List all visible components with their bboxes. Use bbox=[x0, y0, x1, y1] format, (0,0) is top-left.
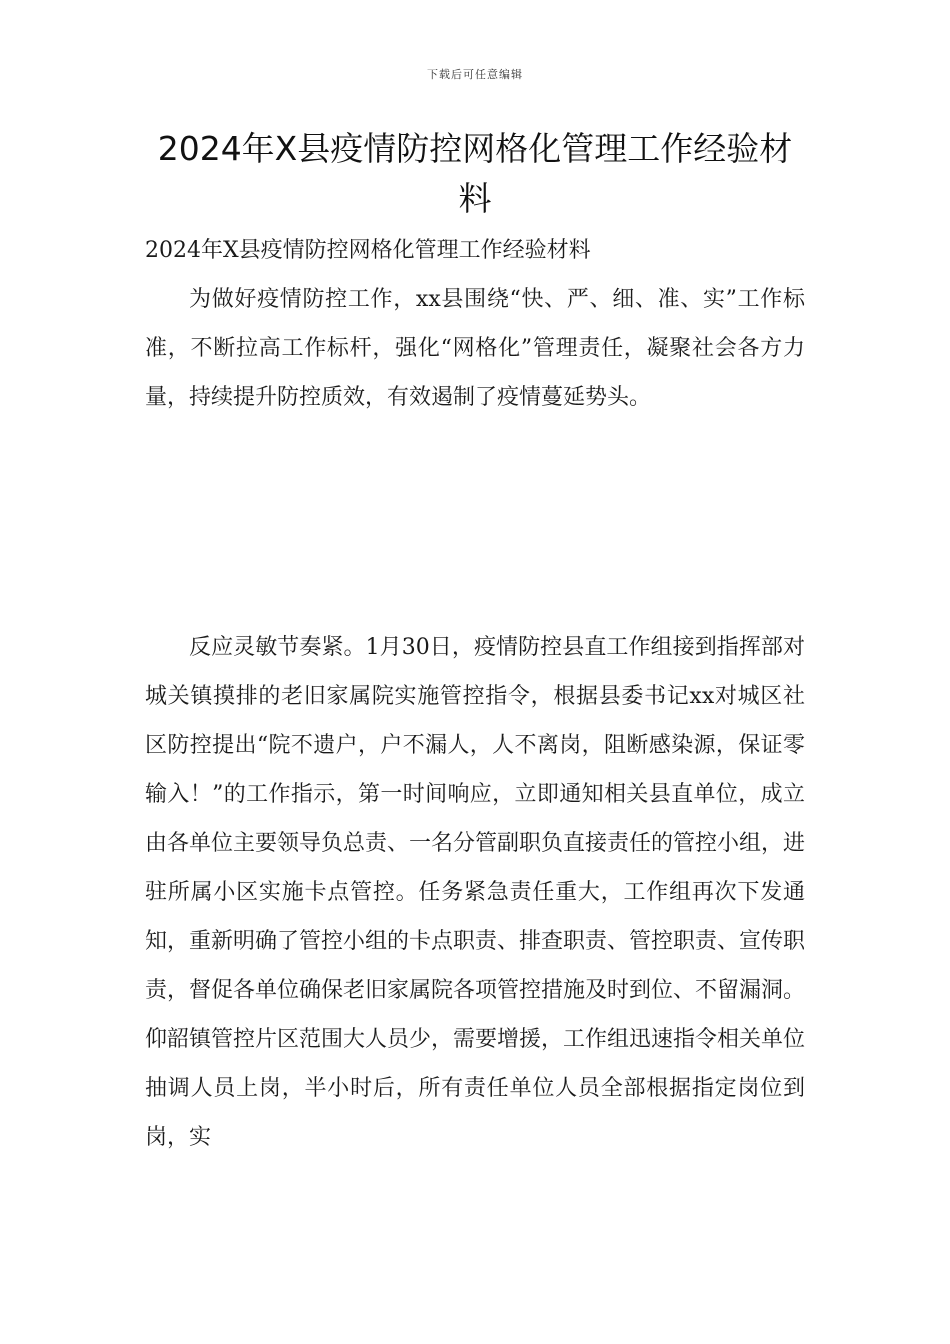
paragraph-intro: 为做好疫情防控工作，xx县围绕“快、严、细、准、实”工作标准，不断拉高工作标杆，强化“网格化”管理责任，凝聚社会各方力量，持续提升防控质效，有效遏制了疫情蔓延势头。 bbox=[145, 287, 805, 410]
document-title: 2024年X县疫情防控网格化管理工作经验材料 bbox=[157, 129, 793, 218]
header-note: 下载后可任意编辑 bbox=[427, 68, 523, 81]
document-subtitle: 2024年X县疫情防控网格化管理工作经验材料 bbox=[145, 238, 591, 263]
paragraph-response: 反应灵敏节奏紧。1月30日，疫情防控县直工作组接到指挥部对城关镇摸排的老旧家属院实施管控指令，根据县委书记xx对城区社区防控提出“院不遗户，户不漏人，人不离岗，阻断感染源，保证零输入！”的工作指示，第一时间响应，立即通知相关县直单位，成立由各单位主要领导负总责、一名分管副职负直接责任的管控小组，进驻所属小区实施卡点管控。任务紧急责任重大，工作组再次下发通知，重新明确了管控小组的卡点职责、排查职责、管控职责、宣传职责，督促各单位确保老旧家属院各项管控措施及时到位、不留漏洞。仰韶镇管控片区范围大人员少，需要增援，工作组迅速指令相关单位抽调人员上岗，半小时后，所有责任单位人员全部根据指定岗位到岗，实 bbox=[145, 635, 806, 1150]
